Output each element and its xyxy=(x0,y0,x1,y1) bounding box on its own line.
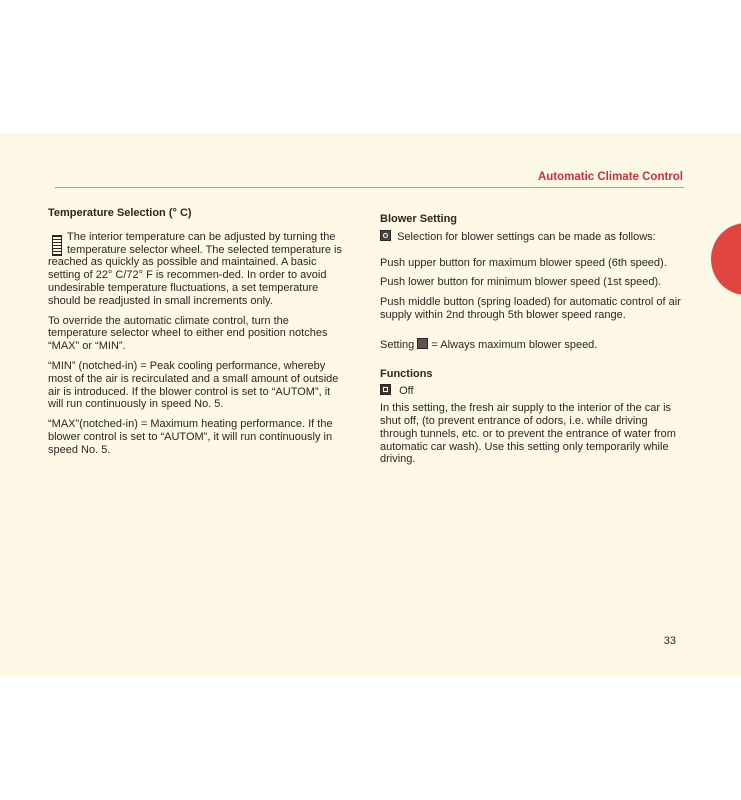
blower-functions-column xyxy=(380,213,685,473)
manual-page xyxy=(0,133,741,676)
section-title: Automatic Climate Control xyxy=(537,171,683,183)
blower-fan-icon xyxy=(380,230,391,241)
temperature-selection-column xyxy=(48,207,344,464)
blower-paragraph-1: Push upper button for maximum blower speed (6th speed). xyxy=(380,256,667,269)
off-label: Off xyxy=(399,385,414,398)
blower-intro xyxy=(380,230,685,244)
header-rule xyxy=(55,187,684,188)
temperature-paragraph-4: “MAX”(notched-in) = Maximum heating performance. If the blower control is set to “AUTOM”, it will run continuously in speed No. 5. xyxy=(48,418,333,456)
blower-paragraph-2: Push lower button for minimum blower speed (1st speed). xyxy=(380,276,662,289)
section-tab-marker xyxy=(711,223,741,295)
off-line xyxy=(380,384,685,398)
blower-setting-heading: Blower Setting xyxy=(380,213,458,225)
temperature-paragraph-1 xyxy=(48,231,344,308)
temperature-paragraph-3: “MIN” (notched-in) = Peak cooling performance, whereby most of the air is recirculated and a small amount of outside air is introduced. If the blower control is set to “AUTOM”, it will run continuously in speed No. 5. xyxy=(48,359,339,411)
temperature-wheel-icon xyxy=(52,235,62,256)
off-icon xyxy=(380,384,391,395)
blower-intro-text: Selection for blower settings can be made as follows: xyxy=(397,230,656,243)
off-paragraph: In this setting, the fresh air supply to the interior of the car is shut off, (to prevent entrance of odors, i.e. while driving through tunnels, etc. or to prevent the entrance of water from automatic car wash). Use this setting only temporarily while driving. xyxy=(380,402,676,466)
temperature-selection-heading: Temperature Selection (° C) xyxy=(48,207,192,219)
setting-prefix: Setting xyxy=(380,338,415,351)
temperature-paragraph-1-text: The interior temperature can be adjusted by turning the temperature selector wheel. The selected temperature is reached as quickly as possible and maintained. A basic setting of 22° C/72° F is recommen-ded. In order to avoid undesirable temperature fluctuations, a set temperature should be readjusted in small increments only. xyxy=(48,230,342,307)
page-number: 33 xyxy=(663,635,676,647)
setting-line xyxy=(380,338,685,352)
functions-heading: Functions xyxy=(380,367,433,380)
temperature-paragraph-2: To override the automatic climate control, turn the temperature selector wheel to either end position notches “MAX” or “MIN”. xyxy=(48,314,328,353)
max-blower-setting-icon xyxy=(417,338,428,349)
setting-suffix: = Always maximum blower speed. xyxy=(431,338,598,351)
blower-paragraph-3: Push middle button (spring loaded) for automatic control of air supply within 2nd through 5th blower speed range. xyxy=(380,296,681,321)
